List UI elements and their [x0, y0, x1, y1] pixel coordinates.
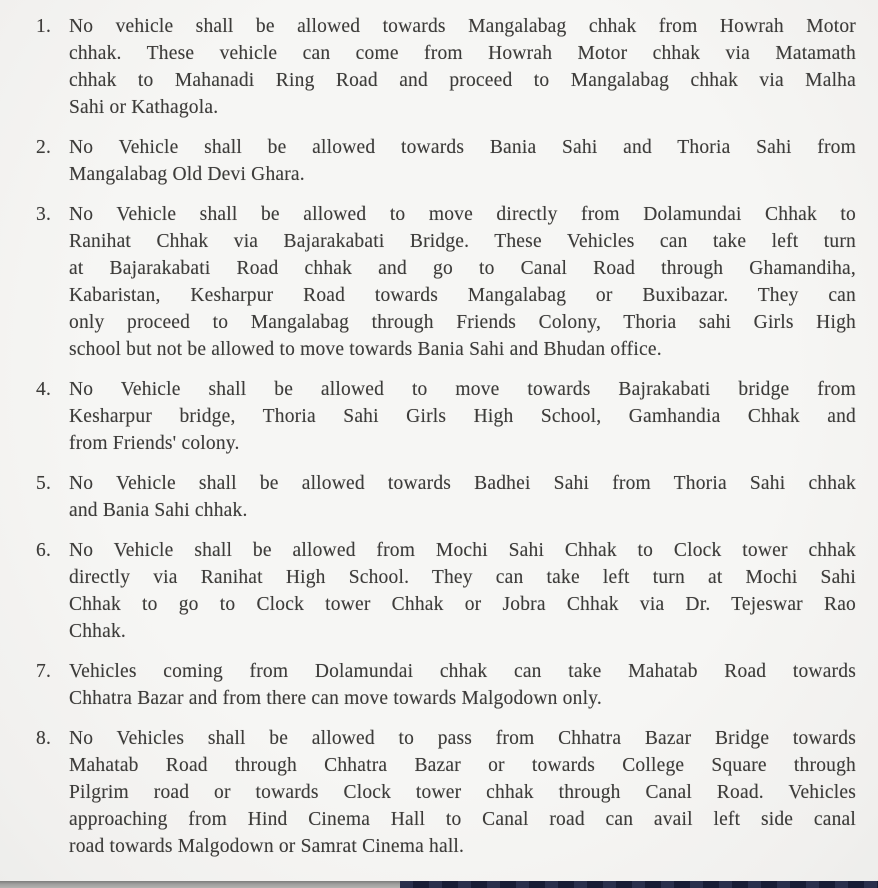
rule-item — [0, 13, 878, 121]
rule-item — [0, 537, 878, 645]
rule-text-line: and Bania Sahi chhak. — [69, 500, 248, 521]
rule-text-line: chhak. These vehicle can come from Howrah Motor chhak via Matamath — [69, 43, 856, 64]
rule-item — [0, 470, 878, 524]
rule-text — [69, 201, 856, 363]
rule-item — [0, 201, 878, 363]
rule-text-line: chhak to Mahanadi Ring Road and proceed to Mangalabag chhak via Malha — [69, 70, 856, 91]
bottom-edge-bar — [0, 881, 878, 888]
rule-text-line: at Bajarakabati Road chhak and go to Canal Road through Ghamandiha, — [69, 258, 856, 279]
rule-number: 7. — [36, 661, 52, 682]
rule-number: 1. — [36, 16, 52, 37]
rule-item — [0, 725, 878, 860]
rule-text-line: No Vehicle shall be allowed towards Badhei Sahi from Thoria Sahi chhak — [69, 473, 856, 494]
traffic-rules-list — [0, 13, 878, 873]
rule-text-line: No Vehicle shall be allowed to move towards Bajrakabati bridge from — [69, 379, 856, 400]
rule-text-line: Chhak. — [69, 621, 126, 642]
bottom-bar-navy-segment — [400, 881, 878, 888]
rule-text — [69, 725, 856, 860]
rule-number: 5. — [36, 473, 52, 494]
rule-text-line: Chhak to go to Clock tower Chhak or Jobra Chhak via Dr. Tejeswar Rao — [69, 594, 856, 615]
rule-text-line: Kesharpur bridge, Thoria Sahi Girls High School, Gamhandia Chhak and — [69, 406, 856, 427]
rule-text-line: road towards Malgodown or Samrat Cinema hall. — [69, 836, 465, 857]
rule-text-line: Ranihat Chhak via Bajarakabati Bridge. These Vehicles can take left turn — [69, 231, 856, 252]
rule-item — [0, 376, 878, 457]
rule-text-line: Vehicles coming from Dolamundai chhak can take Mahatab Road towards — [69, 661, 856, 682]
rule-text-line: directly via Ranihat High School. They can take left turn at Mochi Sahi — [69, 567, 856, 588]
rule-text-line: approaching from Hind Cinema Hall to Canal road can avail left side canal — [69, 809, 856, 830]
rule-text-line: school but not be allowed to move towards Bania Sahi and Bhudan office. — [69, 339, 662, 360]
rule-number: 3. — [36, 204, 52, 225]
rule-text-line: only proceed to Mangalabag through Friends Colony, Thoria sahi Girls High — [69, 312, 856, 333]
rule-text-line: No vehicle shall be allowed towards Mangalabag chhak from Howrah Motor — [69, 16, 856, 37]
rule-item — [0, 134, 878, 188]
rule-text-line: No Vehicle shall be allowed to move directly from Dolamundai Chhak to — [69, 204, 856, 225]
rule-text-line: Kabaristan, Kesharpur Road towards Mangalabag or Buxibazar. They can — [69, 285, 856, 306]
rule-number: 2. — [36, 137, 52, 158]
rule-text-line: No Vehicles shall be allowed to pass from Chhatra Bazar Bridge towards — [69, 728, 856, 749]
rule-text-line: No Vehicle shall be allowed from Mochi Sahi Chhak to Clock tower chhak — [69, 540, 856, 561]
rule-number: 6. — [36, 540, 52, 561]
rule-text — [69, 470, 856, 524]
rule-text-line: Chhatra Bazar and from there can move towards Malgodown only. — [69, 688, 602, 709]
rule-number: 8. — [36, 728, 52, 749]
rule-text-line: Mahatab Road through Chhatra Bazar or towards College Square through — [69, 755, 856, 776]
rule-text-line: Sahi or Kathagola. — [69, 97, 219, 118]
rule-item — [0, 658, 878, 712]
rule-text-line: Mangalabag Old Devi Ghara. — [69, 164, 305, 185]
rule-text — [69, 658, 856, 712]
rule-text — [69, 134, 856, 188]
rule-text — [69, 13, 856, 121]
bottom-bar-gray-segment — [0, 881, 400, 888]
rule-number: 4. — [36, 379, 52, 400]
rule-text-line: Pilgrim road or towards Clock tower chhak through Canal Road. Vehicles — [69, 782, 856, 803]
rule-text-line: No Vehicle shall be allowed towards Bania Sahi and Thoria Sahi from — [69, 137, 856, 158]
rule-text — [69, 376, 856, 457]
rule-text — [69, 537, 856, 645]
rule-text-line: from Friends' colony. — [69, 433, 240, 454]
